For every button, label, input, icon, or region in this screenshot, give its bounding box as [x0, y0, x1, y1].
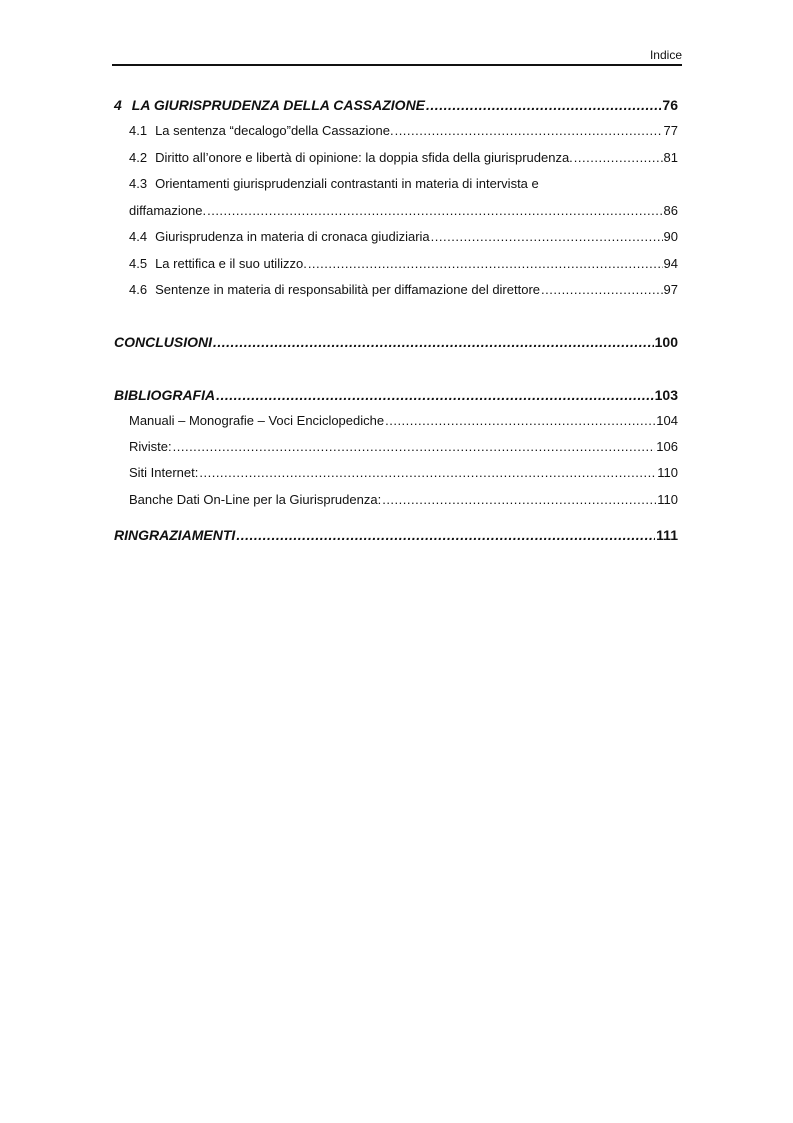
toc-entry-label [129, 256, 307, 271]
leader-dots [385, 413, 655, 428]
section-title-continued: diffamazione. [129, 203, 207, 218]
leader-dots [574, 150, 663, 165]
leader-dots [426, 97, 661, 113]
toc-entry-label [129, 123, 394, 138]
header-title: Indice [649, 48, 682, 62]
section-number: 4.2 [129, 150, 148, 165]
chapter-number: 4 [114, 97, 122, 113]
leader-dots [216, 387, 654, 403]
section-title: Diritto all’onore e libertà di opinione: la doppia sfida della giurisprudenza. [155, 150, 573, 165]
toc-entry-chapter-4[interactable] [114, 97, 678, 113]
section-title: Riviste: [129, 439, 172, 454]
toc-entry-section-4-5[interactable] [129, 256, 678, 271]
toc-entry-riviste[interactable] [129, 439, 678, 454]
page-number: 110 [657, 492, 678, 507]
page-header [112, 48, 682, 66]
chapter-title: LA GIURISPRUDENZA DELLA CASSAZIONE [131, 97, 426, 113]
toc-entry-siti-internet[interactable] [129, 465, 678, 480]
section-title: La sentenza “decalogo”della Cassazione. [155, 123, 394, 138]
section-title: Siti Internet: [129, 465, 199, 480]
section-title: Sentenze in materia di responsabilità per diffamazione del direttore [155, 282, 541, 297]
page-number: 104 [656, 413, 678, 428]
toc-entry-section-4-2[interactable] [129, 150, 678, 165]
toc-entry-manuali[interactable] [129, 413, 678, 428]
chapter-title: RINGRAZIAMENTI [114, 527, 236, 543]
section-number: 4.6 [129, 282, 148, 297]
page-number: 81 [663, 150, 678, 165]
section-number: 4.3 [129, 176, 148, 191]
page-number: 100 [654, 334, 678, 350]
page-number: 103 [654, 387, 678, 403]
toc-entry-ringraziamenti[interactable] [114, 527, 678, 543]
page-number: 86 [663, 203, 678, 218]
section-number: 4.5 [129, 256, 148, 271]
section-number: 4.4 [129, 229, 148, 244]
page-number: 97 [663, 282, 678, 297]
toc-entry-label [129, 176, 539, 191]
section-title: Banche Dati On-Line per la Giurisprudenza: [129, 492, 382, 507]
toc-entry-section-4-4[interactable] [129, 229, 678, 244]
page-number: 106 [656, 439, 678, 454]
page-number: 110 [657, 465, 678, 480]
leader-dots [541, 282, 663, 297]
leader-dots [395, 123, 663, 138]
toc-entry-label [129, 150, 573, 165]
toc-entry-label [129, 229, 430, 244]
leader-dots [173, 439, 656, 454]
leader-dots [308, 256, 663, 271]
leader-dots [236, 527, 655, 543]
page-number: 76 [662, 97, 678, 113]
leader-dots [207, 203, 662, 218]
toc-entry-conclusioni[interactable] [114, 334, 678, 350]
toc-entry-label [114, 97, 425, 113]
leader-dots [213, 334, 654, 350]
toc-entry-bibliografia[interactable] [114, 387, 678, 403]
leader-dots [382, 492, 656, 507]
section-number: 4.1 [129, 123, 148, 138]
page-number: 94 [663, 256, 678, 271]
toc-entry-label [129, 282, 540, 297]
toc-entry-section-4-1[interactable] [129, 123, 678, 138]
leader-dots [199, 465, 656, 480]
section-title: Manuali – Monografie – Voci Enciclopediche [129, 413, 385, 428]
section-title: La rettifica e il suo utilizzo. [155, 256, 307, 271]
toc-entry-section-4-3-continued[interactable] [129, 203, 678, 218]
chapter-title: BIBLIOGRAFIA [114, 387, 216, 403]
section-title: Orientamenti giurisprudenziali contrastanti in materia di intervista e [155, 176, 539, 191]
leader-dots [431, 229, 663, 244]
toc-entry-section-4-6[interactable] [129, 282, 678, 297]
toc-entry-banche-dati[interactable] [129, 492, 678, 507]
page-number: 77 [663, 123, 678, 138]
chapter-title: CONCLUSIONI [114, 334, 212, 350]
page-number: 111 [656, 527, 678, 543]
section-title: Giurisprudenza in materia di cronaca giudiziaria [155, 229, 430, 244]
toc-entry-section-4-3[interactable] [129, 176, 678, 191]
page-number: 90 [663, 229, 678, 244]
